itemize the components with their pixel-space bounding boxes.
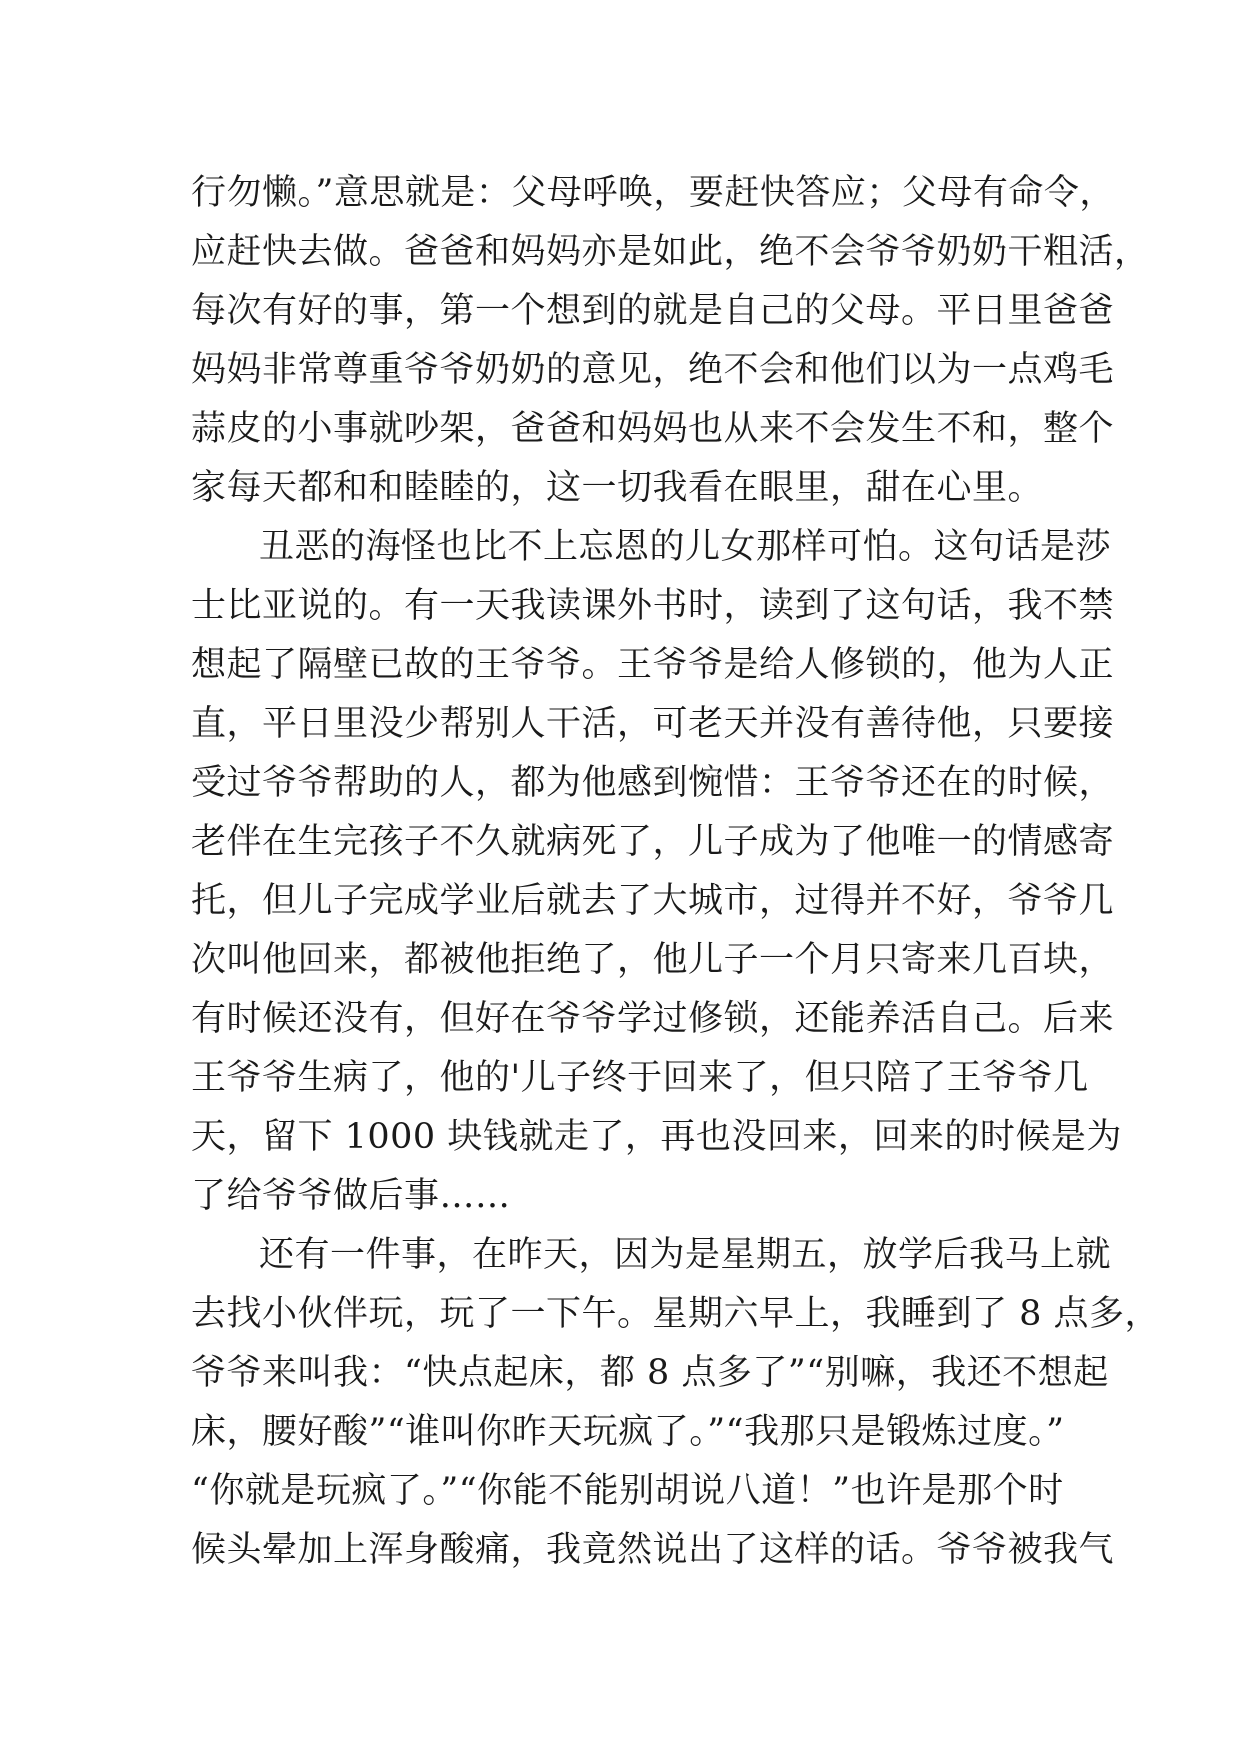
- text-line: 还有一件事，在昨天，因为是星期五，放学后我马上就: [259, 1235, 1112, 1275]
- text-line: 了给爷爷做后事……: [191, 1176, 511, 1216]
- text-line: “你就是玩疯了。”“你能不能别胡说八道！”也许是那个时: [191, 1471, 1064, 1511]
- text-line: 每次有好的事，第一个想到的就是自己的父母。平日里爸爸: [191, 291, 1115, 331]
- text-line: 蒜皮的小事就吵架，爸爸和妈妈也从来不会发生不和，整个: [191, 409, 1115, 449]
- text-line: 候头晕加上浑身酸痛，我竟然说出了这样的话。爷爷被我气: [191, 1530, 1115, 1570]
- text-line: 王爷爷生病了，他的'儿子终于回来了，但只陪了王爷爷几: [191, 1058, 1089, 1098]
- paragraph: [191, 1226, 1161, 1580]
- text-line: 床，腰好酸”“谁叫你昨天玩疯了。”“我那只是锻炼过度。”: [191, 1412, 1065, 1452]
- document-body: [191, 164, 1161, 1580]
- paragraph: [191, 518, 1122, 1226]
- text-line: 直，平日里没少帮别人干活，可老天并没有善待他，只要接: [191, 704, 1115, 744]
- text-line: 爷爷来叫我：“快点起床，都 8 点多了”“别嘛，我还不想起: [191, 1353, 1109, 1393]
- text-line: 去找小伙伴玩，玩了一下午。星期六早上，我睡到了 8 点多，: [191, 1294, 1161, 1334]
- text-line: 有时候还没有，但好在爷爷学过修锁，还能养活自己。后来: [191, 999, 1115, 1039]
- text-line: 受过爷爷帮助的人，都为他感到惋惜：王爷爷还在的时候，: [191, 763, 1115, 803]
- text-line: 托，但儿子完成学业后就去了大城市，过得并不好，爷爷几: [191, 881, 1115, 921]
- text-line: 士比亚说的。有一天我读课外书时，读到了这句话，我不禁: [191, 586, 1115, 626]
- text-line: 次叫他回来，都被他拒绝了，他儿子一个月只寄来几百块，: [191, 940, 1115, 980]
- text-line: 老伴在生完孩子不久就病死了，儿子成为了他唯一的情感寄: [191, 822, 1115, 862]
- text-line: 应赶快去做。爸爸和妈妈亦是如此，绝不会爷爷奶奶干粗活，: [191, 232, 1150, 272]
- text-line: 妈妈非常尊重爷爷奶奶的意见，绝不会和他们以为一点鸡毛: [191, 350, 1115, 390]
- text-line: 丑恶的海怪也比不上忘恩的儿女那样可怕。这句话是莎: [259, 527, 1112, 567]
- text-line: 行勿懒。”意思就是：父母呼唤，要赶快答应；父母有命令，: [191, 173, 1115, 213]
- text-line: 想起了隔壁已故的王爷爷。王爷爷是给人修锁的，他为人正: [191, 645, 1115, 685]
- text-line: 天，留下 1000 块钱就走了，再也没回来，回来的时候是为: [191, 1117, 1122, 1157]
- text-line: 家每天都和和睦睦的，这一切我看在眼里，甜在心里。: [191, 468, 1044, 508]
- paragraph: [191, 164, 1150, 518]
